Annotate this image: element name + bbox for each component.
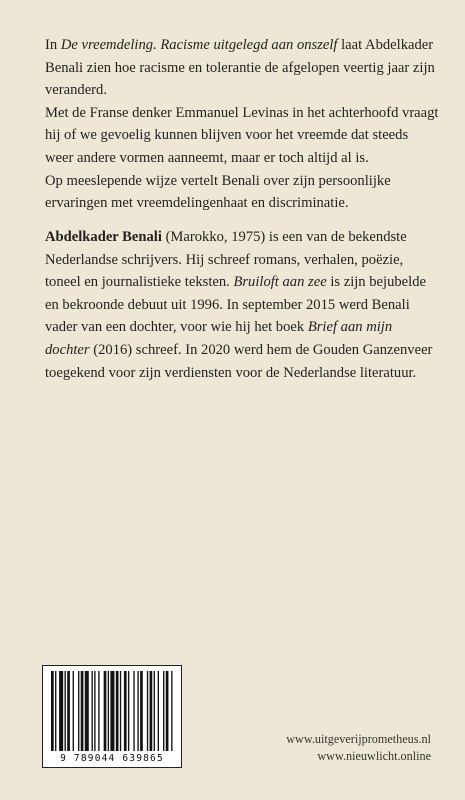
- book-title-italic: Brief aan mijn dochter: [45, 319, 393, 358]
- isbn-barcode: [42, 665, 182, 768]
- author-bio: [45, 226, 440, 384]
- text-span: is zijn bejubelde en bekroonde debuut uit 1996. In september 2015 werd Benali vader van een dochter, voor wie hij het boek: [45, 274, 426, 336]
- text-span: (Marokko, 1975) is een van de bekendste Nederlandse schrijvers. Hij schreef romans, verhalen, poëzie, toneel en journalistieke teksten.: [45, 229, 407, 291]
- book-description: [45, 34, 440, 215]
- author-bio-paragraph: [45, 226, 440, 384]
- book-title-italic: Bruiloft aan zee: [233, 274, 327, 291]
- text-span: In: [45, 37, 61, 53]
- description-paragraph-2: Met de Franse denker Emmanuel Levinas in het achterhoofd vraagt hij of we gevoelig kunnen blijven voor het vreemde dat steeds weer andere vormen aanneemt, maar er toch altijd al is.: [45, 104, 439, 166]
- author-name: Abdelkader Benali: [45, 229, 162, 245]
- book-title-italic: De vreemdeling. Racisme uitgelegd aan onszelf: [60, 37, 338, 53]
- description-paragraph-3: Op meeslepende wijze vertelt Benali over zijn persoonlijke ervaringen met vreemdelingenhaat en discriminatie.: [45, 172, 391, 212]
- barcode-digits: 9 789044 639865: [60, 753, 164, 764]
- text-span: (2016) schreef. In 2020 werd hem de Gouden Ganzenveer toegekend voor zijn verdiensten voor de Nederlandse literatuur.: [45, 341, 433, 381]
- publisher-urls: [286, 731, 431, 764]
- barcode-bars: [43, 666, 181, 767]
- text-span: laat Abdelkader Benali zien hoe racisme en tolerantie de afgelopen veertig jaar zijn veranderd.: [45, 37, 435, 99]
- publisher-url-1[interactable]: www.uitgeverijprometheus.nl: [286, 732, 431, 746]
- description-paragraph-1: [45, 34, 440, 102]
- publisher-url-2[interactable]: www.nieuwlicht.online: [317, 748, 431, 763]
